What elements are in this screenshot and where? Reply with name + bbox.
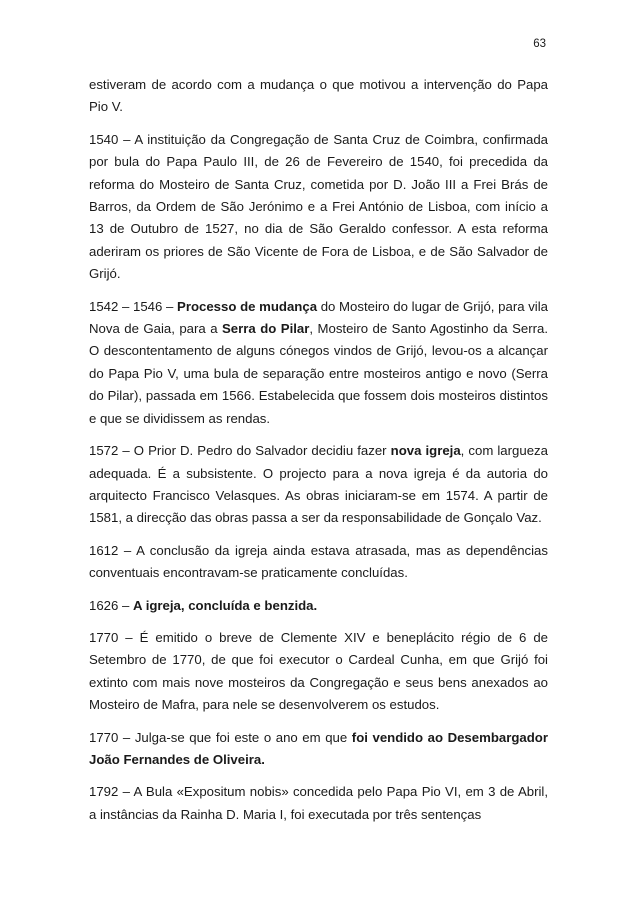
bold-text: Serra do Pilar (222, 321, 310, 337)
bold-text: Processo de mudança (177, 298, 318, 314)
text-run: 1792 – A Bula «Expositum nobis» concedida pelo Papa Pio VI, em 3 de Abril, a instâncias da Rainha D. Maria I, foi executada por três sentenças (89, 784, 548, 822)
document-body (89, 74, 548, 836)
paragraph (89, 440, 548, 530)
text-run: 1626 – (89, 597, 133, 613)
bold-text: foi vendido ao Desembargador João Fernandes de Oliveira. (89, 729, 548, 767)
paragraph (89, 540, 548, 585)
bold-text: A igreja, concluída e benzida. (133, 597, 318, 613)
text-run: , com largueza adequada. É a subsistente. O projecto para a nova igreja é da autoria do arquitecto Francisco Velasques. As obras iniciaram-se em 1574. A partir de 1581, a direcção das obras passa a ser da responsabilidade de Gonçalo Vaz. (89, 443, 548, 526)
paragraph (89, 781, 548, 826)
text-run: 1612 – A conclusão da igreja ainda estava atrasada, mas as dependências conventuais encontravam-se praticamente concluídas. (89, 542, 548, 581)
paragraph (89, 296, 548, 430)
text-run: 1770 – Julga-se que foi este o ano em que (89, 729, 352, 745)
page-number: 63 (533, 38, 546, 50)
text-run: do Mosteiro do lugar de Grijó, para vila Nova de Gaia, para a (89, 298, 548, 337)
text-run: 1572 – O Prior D. Pedro do Salvador decidiu fazer (89, 443, 391, 459)
paragraph (89, 627, 548, 717)
paragraph (89, 129, 548, 286)
paragraph (89, 727, 548, 772)
paragraph (89, 595, 548, 617)
text-run: , Mosteiro de Santo Agostinho da Serra. O descontentamento de alguns cónegos vindos de Grijó, levou-os a alcançar do Papa Pio V, uma bula de separação entre mosteiros antigo e novo (Serra do Pilar), passada em 1566. Estabelecida que fossem dois mosteiros distintos e que se dividissem as rendas. (89, 321, 549, 426)
text-run: 1542 – 1546 – (89, 298, 178, 314)
text-run: 1770 – É emitido o breve de Clemente XIV e beneplácito régio de 6 de Setembro de 1770, de que foi executor o Cardeal Cunha, em que Grijó foi extinto com mais nove mosteiros da Congregação e seus bens anexados ao Mosteiro de Mafra, para nele se desenvolverem os estudos. (89, 629, 548, 713)
paragraph (89, 74, 548, 119)
text-run: 1540 – A instituição da Congregação de Santa Cruz de Coimbra, confirmada por bula do Papa Paulo III, de 26 de Fevereiro de 1540, foi precedida da reforma do Mosteiro de Santa Cruz, cometida por D. João III a Frei Brás de Barros, da Ordem de São Jerónimo e a Frei António de Lisboa, com início a 13 de Outubro de 1527, no dia de São Geraldo confessor. A esta reforma aderiram os priores de São Vicente de Fora de Lisboa, e de São Salvador de Grijó. (89, 131, 548, 282)
bold-text: nova igreja (390, 443, 461, 459)
text-run: estiveram de acordo com a mudança o que motivou a intervenção do Papa Pio V. (89, 77, 548, 115)
